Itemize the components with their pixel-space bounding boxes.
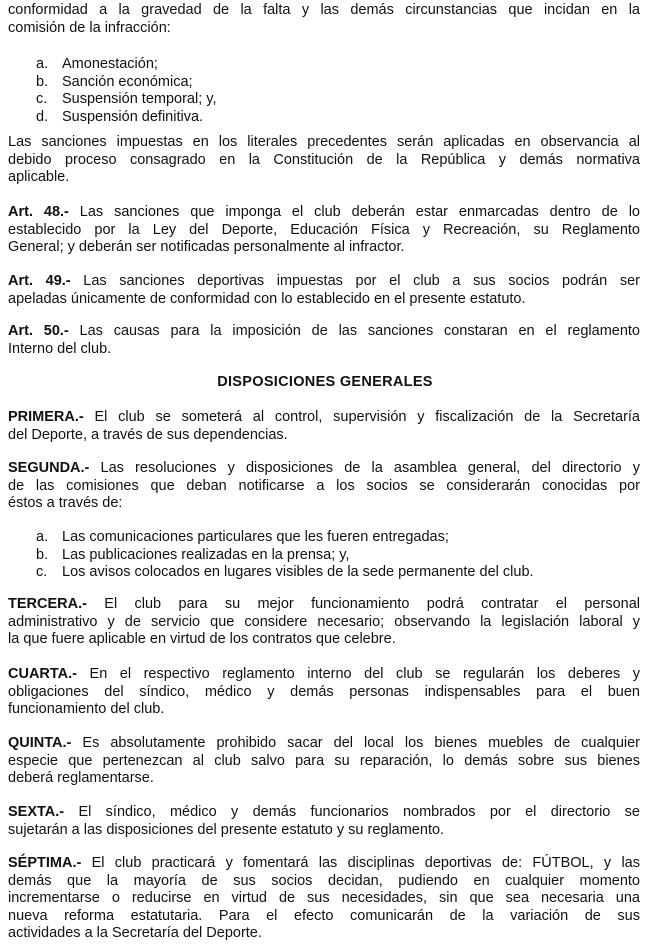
paragraph-line: obligaciones del síndico, médico y demás personas indispensables para el buen xyxy=(8,683,640,700)
paragraph-line: Las resoluciones y disposiciones de la asamblea general, del directorio y xyxy=(89,460,640,476)
provision-label: CUARTA.- xyxy=(8,666,77,682)
article-label: Art. 49.- xyxy=(8,273,71,289)
list-item xyxy=(36,564,616,582)
provision-septima xyxy=(8,855,640,943)
article-50 xyxy=(8,323,640,358)
paragraph-line: Es absolutamente prohibido sacar del local los bienes muebles de cualquier xyxy=(71,735,640,751)
list-item-text: Las publicaciones realizadas en la prensa; y, xyxy=(62,546,350,563)
list-marker: b. xyxy=(36,546,49,563)
paragraph-line: aplicable. xyxy=(8,169,70,185)
paragraph-line: funcionamiento del club. xyxy=(8,701,165,717)
paragraph-line: éstos a través de: xyxy=(8,495,123,511)
list-marker: a. xyxy=(36,529,49,545)
provision-primera xyxy=(8,409,640,444)
paragraph-line: Las sanciones deportivas impuestas por el club a sus socios podrán ser xyxy=(70,273,640,289)
intro-paragraph xyxy=(8,2,640,37)
paragraph-line: Las sanciones que imponga el club deberán estar enmarcadas dentro de lo xyxy=(68,204,640,220)
list-item xyxy=(36,109,616,127)
article-label: Art. 48.- xyxy=(8,204,69,220)
paragraph-line: establecido por la Ley del Deporte, Educación Física y Recreación, su Reglamento xyxy=(8,221,640,238)
paragraph-line: El síndico, médico y demás funcionarios nombrados por el directorio se xyxy=(64,804,640,820)
list-marker: c. xyxy=(36,91,48,107)
paragraph-line: General; y deberán ser notificadas personalmente al infractor. xyxy=(8,239,405,255)
paragraph-line: del Deporte, a través de sus dependencias. xyxy=(8,426,288,443)
provision-label: SÉPTIMA.- xyxy=(8,855,82,871)
article-48 xyxy=(8,204,640,257)
article-label: Art. 50.- xyxy=(8,323,69,339)
list-item xyxy=(36,56,616,74)
provision-label: SEGUNDA.- xyxy=(8,460,90,476)
paragraph-line: de las comisiones que deban notificarse a los socios se considerarán conocidas por xyxy=(8,477,640,494)
provision-label: QUINTA.- xyxy=(8,735,72,751)
notification-list xyxy=(36,529,616,582)
paragraph-line: incrementarse o reducirse en virtud de sus necesidades, sin que sea necesaria una xyxy=(8,890,640,906)
paragraph-line: administrativo y de servicio que considere necesario; observando la legislación laboral y xyxy=(8,613,640,630)
paragraph-line: En el respectivo reglamento interno del club se regularán los deberes y xyxy=(77,666,640,682)
paragraph-line: apeladas únicamente de conformidad con lo establecido en el presente estatuto. xyxy=(8,290,526,307)
provision-label: TERCERA.- xyxy=(8,596,87,612)
paragraph-line: especie que pertenezcan al club salvo para su reparación, lo demás sobre sus bienes xyxy=(8,752,640,769)
sanctions-note-paragraph xyxy=(8,134,640,187)
provision-cuarta xyxy=(8,666,640,719)
paragraph-line: nueva reforma estatutaria. Para el efecto comunicarán de la variación de sus xyxy=(8,907,640,924)
paragraph-line: demás que la mayoría de sus socios decidan, pudiendo en cualquier momento xyxy=(8,872,640,889)
list-marker: a. xyxy=(36,56,49,72)
paragraph-line: deberá reglamentarse. xyxy=(8,770,154,786)
paragraph-line: El club se someterá al control, supervisión y fiscalización de la Secretaría xyxy=(83,409,640,425)
paragraph-line: Las sanciones impuestas en los literales precedentes serán aplicadas en observancia al xyxy=(8,134,640,150)
list-marker: b. xyxy=(36,73,49,90)
list-item xyxy=(36,547,616,565)
sanctions-list xyxy=(36,56,616,126)
list-item-text: Amonestación; xyxy=(62,56,158,72)
paragraph-line: Las causas para la imposición de las sanciones constaran en el reglamento xyxy=(68,323,641,339)
provision-tercera xyxy=(8,596,640,649)
paragraph-line: El club practicará y fomentará las disciplinas deportivas de: FÚTBOL, y las xyxy=(81,855,640,871)
section-heading: DISPOSICIONES GENERALES xyxy=(217,374,433,390)
intro-line: conformidad a la gravedad de la falta y las demás circunstancias que incidan en la xyxy=(8,2,640,18)
provision-segunda xyxy=(8,460,640,513)
list-item-text: Los avisos colocados en lugares visibles de la sede permanente del club. xyxy=(62,564,534,580)
list-marker: d. xyxy=(36,108,49,125)
list-item xyxy=(36,529,616,547)
paragraph-line: debido proceso consagrado en la Constitución de la República y demás normativa xyxy=(8,151,640,168)
list-item xyxy=(36,74,616,92)
paragraph-line: sujetarán a las disposiciones del presente estatuto y su reglamento. xyxy=(8,821,445,838)
paragraph-line: la que fuere aplicable en virtud de los contratos que celebre. xyxy=(8,631,396,647)
provision-quinta xyxy=(8,735,640,788)
provision-label: SEXTA.- xyxy=(8,804,65,820)
intro-line: comisión de la infracción: xyxy=(8,19,171,36)
provision-sexta xyxy=(8,804,640,839)
paragraph-line: El club para su mejor funcionamiento podrá contratar el personal xyxy=(86,596,640,612)
article-49 xyxy=(8,273,640,308)
list-item-text: Las comunicaciones particulares que les fueren entregadas; xyxy=(62,529,449,545)
paragraph-line: actividades a la Secretaría del Deporte. xyxy=(8,925,262,941)
list-marker: c. xyxy=(36,564,48,580)
provision-label: PRIMERA.- xyxy=(8,409,84,425)
list-item-text: Suspensión definitiva. xyxy=(62,108,204,125)
list-item-text: Sanción económica; xyxy=(62,73,193,90)
paragraph-line: Interno del club. xyxy=(8,340,112,357)
list-item-text: Suspensión temporal; y, xyxy=(62,91,217,107)
list-item xyxy=(36,91,616,109)
